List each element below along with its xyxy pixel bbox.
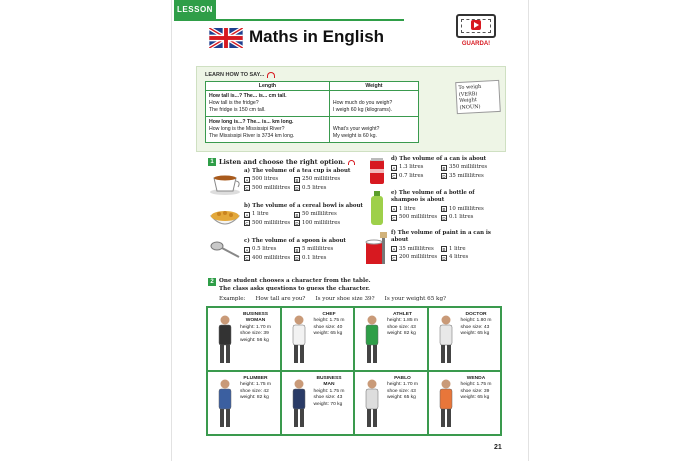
- person-figure-icon: [214, 378, 236, 430]
- tea-cup-icon: [208, 170, 242, 196]
- character-card[interactable]: [207, 307, 281, 371]
- character-shoe: shoe size: 43: [460, 324, 490, 330]
- note-line: Weight (NOUN): [459, 97, 481, 111]
- option-group: [391, 246, 499, 262]
- question-letter: e): [391, 190, 397, 196]
- option-text: 35 millilitres: [449, 172, 484, 179]
- answer-option[interactable]: [244, 211, 294, 218]
- character-shoe: shoe size: 42: [240, 388, 269, 394]
- guarda-label: GUARDA!: [461, 41, 491, 47]
- character-height: height: 1.75 m: [313, 388, 345, 394]
- answer-option[interactable]: [441, 246, 491, 253]
- character-name: CHEF: [322, 312, 336, 317]
- answer-option[interactable]: [244, 255, 294, 262]
- character-weight: weight: 65 kg: [460, 395, 490, 401]
- option-text: 100 millilitres: [302, 219, 341, 226]
- option-text: 50 millilitres: [302, 211, 337, 218]
- character-info: [314, 312, 345, 338]
- option-group: [244, 176, 350, 192]
- character-info: [240, 376, 271, 402]
- answer-option[interactable]: [441, 254, 491, 261]
- person-figure-icon: [288, 378, 310, 430]
- option-text: 500 litres: [252, 176, 279, 183]
- example-question: Is your weight 65 kg?: [384, 296, 447, 302]
- option-checkbox[interactable]: C: [245, 186, 249, 192]
- character-height: height: 1.75 m: [240, 382, 271, 388]
- table-line: The fridge is 150 cm tall.: [209, 107, 266, 114]
- character-weight: weight: 65 kg: [387, 395, 416, 401]
- option-text: 200 millilitres: [399, 253, 438, 260]
- option-text: 500 millilitres: [399, 213, 438, 220]
- person-figure-icon: [361, 314, 383, 366]
- question-text: The volume of a bottle of shampoo is about: [391, 190, 475, 204]
- col-weight-header: Weight: [329, 82, 418, 91]
- option-checkbox[interactable]: A: [392, 165, 396, 171]
- table-cell: [206, 117, 330, 143]
- person-figure-icon: [435, 314, 457, 366]
- exercise-number: 2: [208, 278, 216, 286]
- character-info: [387, 312, 418, 338]
- option-text: 0.5 litres: [302, 184, 327, 191]
- character-card[interactable]: [354, 307, 428, 371]
- option-checkbox[interactable]: D: [442, 174, 446, 180]
- answer-option[interactable]: [294, 185, 344, 192]
- answer-option[interactable]: [294, 255, 344, 262]
- exercise-number: 1: [208, 158, 216, 166]
- option-checkbox[interactable]: C: [392, 255, 396, 261]
- character-card[interactable]: [281, 307, 355, 371]
- character-info: [461, 312, 492, 338]
- character-shoe: shoe size: 40: [313, 324, 343, 330]
- character-table: [206, 306, 502, 436]
- learn-table: [205, 81, 419, 143]
- table-line: The Mississipi River is 3734 km long.: [209, 133, 295, 140]
- lesson-tab: LESSON: [174, 0, 216, 19]
- option-text: 5 millilitres: [302, 246, 334, 253]
- option-checkbox[interactable]: A: [392, 207, 396, 213]
- question-text: The volume of a can is about: [399, 156, 487, 162]
- table-cell: [329, 117, 418, 143]
- sticky-note: [455, 80, 501, 114]
- character-info: [240, 312, 271, 344]
- header-rule: [174, 19, 404, 21]
- character-height: height: 1.85 m: [387, 318, 418, 324]
- table-line: How long is...? The... is... km long.: [209, 119, 294, 126]
- answer-option[interactable]: [441, 173, 491, 180]
- option-checkbox[interactable]: C: [245, 256, 249, 262]
- character-info: [314, 376, 345, 408]
- option-checkbox[interactable]: C: [245, 221, 249, 227]
- character-name: PABLO: [394, 376, 411, 381]
- character-weight: weight: 56 kg: [240, 337, 269, 343]
- spoon-icon: [208, 238, 242, 260]
- character-name: DOCTOR: [465, 312, 487, 317]
- option-checkbox[interactable]: C: [392, 215, 396, 221]
- option-checkbox[interactable]: A: [392, 247, 396, 253]
- character-shoe: shoe size: 39: [240, 331, 269, 337]
- textbook-page: [171, 0, 529, 461]
- example-label: Example:: [219, 296, 246, 302]
- answer-option[interactable]: [441, 164, 491, 171]
- character-height: height: 1.80 m: [460, 318, 492, 324]
- character-name: PLUMBER: [243, 376, 268, 381]
- table-line: How tall is...? The... is... cm tall.: [209, 93, 287, 99]
- option-checkbox[interactable]: D: [295, 186, 299, 192]
- option-group: [391, 164, 491, 180]
- question-letter: d): [391, 156, 398, 162]
- option-checkbox[interactable]: B: [295, 177, 299, 183]
- person-figure-icon: [361, 378, 383, 430]
- option-text: 0.1 litres: [449, 213, 474, 220]
- exercise-1-title: [219, 158, 355, 166]
- question-c: [244, 238, 346, 262]
- character-shoe: shoe size: 43: [387, 324, 416, 330]
- person-figure-icon: [288, 314, 310, 366]
- answer-option[interactable]: [244, 220, 294, 227]
- answer-option[interactable]: [391, 254, 441, 261]
- option-text: 0.7 litres: [399, 172, 424, 179]
- option-group: [244, 211, 363, 227]
- question-f: [391, 230, 499, 261]
- option-text: 250 millilitres: [302, 176, 341, 183]
- character-weight: weight: 82 kg: [387, 331, 416, 337]
- page-number: 21: [494, 444, 502, 451]
- uk-flag-icon: [209, 28, 243, 48]
- answer-option[interactable]: [391, 164, 441, 171]
- option-checkbox[interactable]: B: [442, 207, 446, 213]
- example-question: How tall are you?: [255, 296, 306, 302]
- answer-option[interactable]: [441, 206, 491, 213]
- headphones-icon[interactable]: [348, 160, 355, 165]
- option-checkbox[interactable]: D: [295, 256, 299, 262]
- option-text: 400 millilitres: [252, 254, 291, 261]
- character-info: [461, 376, 492, 402]
- col-length-header: Length: [206, 82, 330, 91]
- person-figure-icon: [214, 314, 236, 366]
- example-question: Is your shoe size 39?: [315, 296, 375, 302]
- option-text: 4 litres: [449, 253, 469, 260]
- character-name: MAN: [323, 382, 335, 388]
- table-line: How long is the Mississipi River?: [209, 126, 285, 133]
- character-card[interactable]: [428, 307, 502, 371]
- option-text: 1.3 litres: [399, 164, 424, 171]
- option-checkbox[interactable]: C: [392, 174, 396, 180]
- character-shoe: shoe size: 43: [313, 395, 343, 401]
- question-letter: b): [244, 203, 251, 209]
- question-text: The volume of a cereal bowl is about: [252, 203, 363, 209]
- answer-option[interactable]: [294, 246, 344, 253]
- option-checkbox[interactable]: D: [442, 255, 446, 261]
- character-card[interactable]: [428, 371, 502, 435]
- learn-heading: [205, 72, 275, 78]
- answer-option[interactable]: [391, 173, 441, 180]
- exercise-1-instruction: Listen and choose the right option.: [219, 158, 346, 166]
- instruction-line: One student chooses a character from the table.: [219, 278, 371, 284]
- character-shoe: shoe size: 39: [460, 388, 490, 394]
- person-figure-icon: [435, 378, 457, 430]
- character-height: height: 1.75 m: [460, 382, 492, 388]
- character-name: ATHLET: [393, 312, 412, 317]
- answer-option[interactable]: [441, 214, 491, 221]
- example-row: [219, 296, 446, 302]
- option-text: 0.5 litres: [252, 246, 277, 253]
- question-letter: a): [244, 168, 251, 174]
- option-checkbox[interactable]: B: [442, 247, 446, 253]
- answer-option[interactable]: [391, 214, 441, 221]
- character-info: [387, 376, 418, 402]
- guarda-video-button[interactable]: [454, 14, 498, 48]
- answer-option[interactable]: [244, 185, 294, 192]
- question-a: [244, 168, 350, 192]
- option-checkbox[interactable]: D: [295, 221, 299, 227]
- paint-can-icon: [362, 232, 390, 268]
- character-card[interactable]: [281, 371, 355, 435]
- table-cell: [329, 91, 418, 117]
- can-icon: [367, 156, 387, 186]
- table-line: How tall is the fridge?: [209, 100, 259, 107]
- option-text: 0.1 litres: [302, 254, 327, 261]
- question-letter: f): [391, 230, 396, 236]
- question-e: [391, 190, 499, 221]
- option-text: 500 millilitres: [252, 184, 291, 191]
- option-group: [391, 206, 499, 222]
- character-weight: weight: 65 kg: [460, 331, 490, 337]
- option-text: 500 millilitres: [252, 219, 291, 226]
- option-group: [244, 246, 346, 262]
- option-checkbox[interactable]: A: [245, 212, 249, 218]
- character-card[interactable]: [207, 371, 281, 435]
- question-b: [244, 203, 363, 227]
- video-icon: [456, 14, 496, 38]
- character-height: height: 1.70 m: [240, 324, 271, 330]
- table-cell: [206, 91, 330, 117]
- option-checkbox[interactable]: A: [245, 177, 249, 183]
- option-text: 1 litre: [252, 211, 269, 218]
- exercise-2-instructions: [219, 278, 371, 293]
- shampoo-bottle-icon: [368, 190, 386, 226]
- option-checkbox[interactable]: A: [245, 247, 249, 253]
- answer-option[interactable]: [391, 246, 441, 253]
- answer-option[interactable]: [294, 211, 344, 218]
- table-line: I weigh 60 kg (kilograms).: [332, 107, 392, 114]
- cereal-bowl-icon: [208, 206, 242, 230]
- learn-box: [196, 66, 506, 152]
- answer-option[interactable]: [294, 220, 344, 227]
- option-text: 10 millilitres: [449, 205, 484, 212]
- character-name: BUSINESS: [316, 376, 342, 381]
- character-height: height: 1.70 m: [387, 382, 418, 388]
- headphones-icon[interactable]: [267, 72, 275, 78]
- option-checkbox[interactable]: D: [442, 215, 446, 221]
- option-checkbox[interactable]: B: [442, 165, 446, 171]
- option-text: 35 millilitres: [399, 245, 434, 252]
- option-checkbox[interactable]: B: [295, 247, 299, 253]
- character-shoe: shoe size: 43: [387, 388, 416, 394]
- option-text: 1 litre: [449, 245, 466, 252]
- character-name: WENDA: [466, 376, 486, 381]
- question-text: The volume of a spoon is about: [251, 238, 346, 244]
- answer-option[interactable]: [244, 176, 294, 183]
- character-name: WOMAN: [245, 318, 266, 324]
- question-text: The volume of paint in a can is about: [391, 230, 491, 244]
- question-text: The volume of a tea cup is about: [251, 168, 351, 174]
- table-line: What's your weight?: [332, 126, 380, 133]
- answer-option[interactable]: [391, 206, 441, 213]
- option-checkbox[interactable]: B: [295, 212, 299, 218]
- character-name: BUSINESS: [242, 312, 268, 317]
- answer-option[interactable]: [244, 246, 294, 253]
- question-d: [391, 156, 491, 180]
- table-line: My weight is 60 kg.: [332, 133, 378, 140]
- character-weight: weight: 70 kg: [313, 401, 343, 407]
- instruction-line: The class asks questions to guess the character.: [219, 285, 370, 292]
- table-line: How much do you weigh?: [332, 100, 393, 107]
- option-text: 350 millilitres: [449, 164, 488, 171]
- question-letter: c): [244, 238, 250, 244]
- character-card[interactable]: [354, 371, 428, 435]
- character-height: height: 1.75 m: [313, 318, 345, 324]
- answer-option[interactable]: [294, 176, 344, 183]
- character-weight: weight: 65 kg: [313, 331, 343, 337]
- character-weight: weight: 82 kg: [240, 395, 269, 401]
- learn-heading-text: LEARN HOW TO SAY...: [205, 72, 265, 78]
- note-line: To weigh (VERB): [458, 83, 482, 98]
- option-text: 1 litre: [399, 205, 416, 212]
- page-title: Maths in English: [249, 27, 385, 46]
